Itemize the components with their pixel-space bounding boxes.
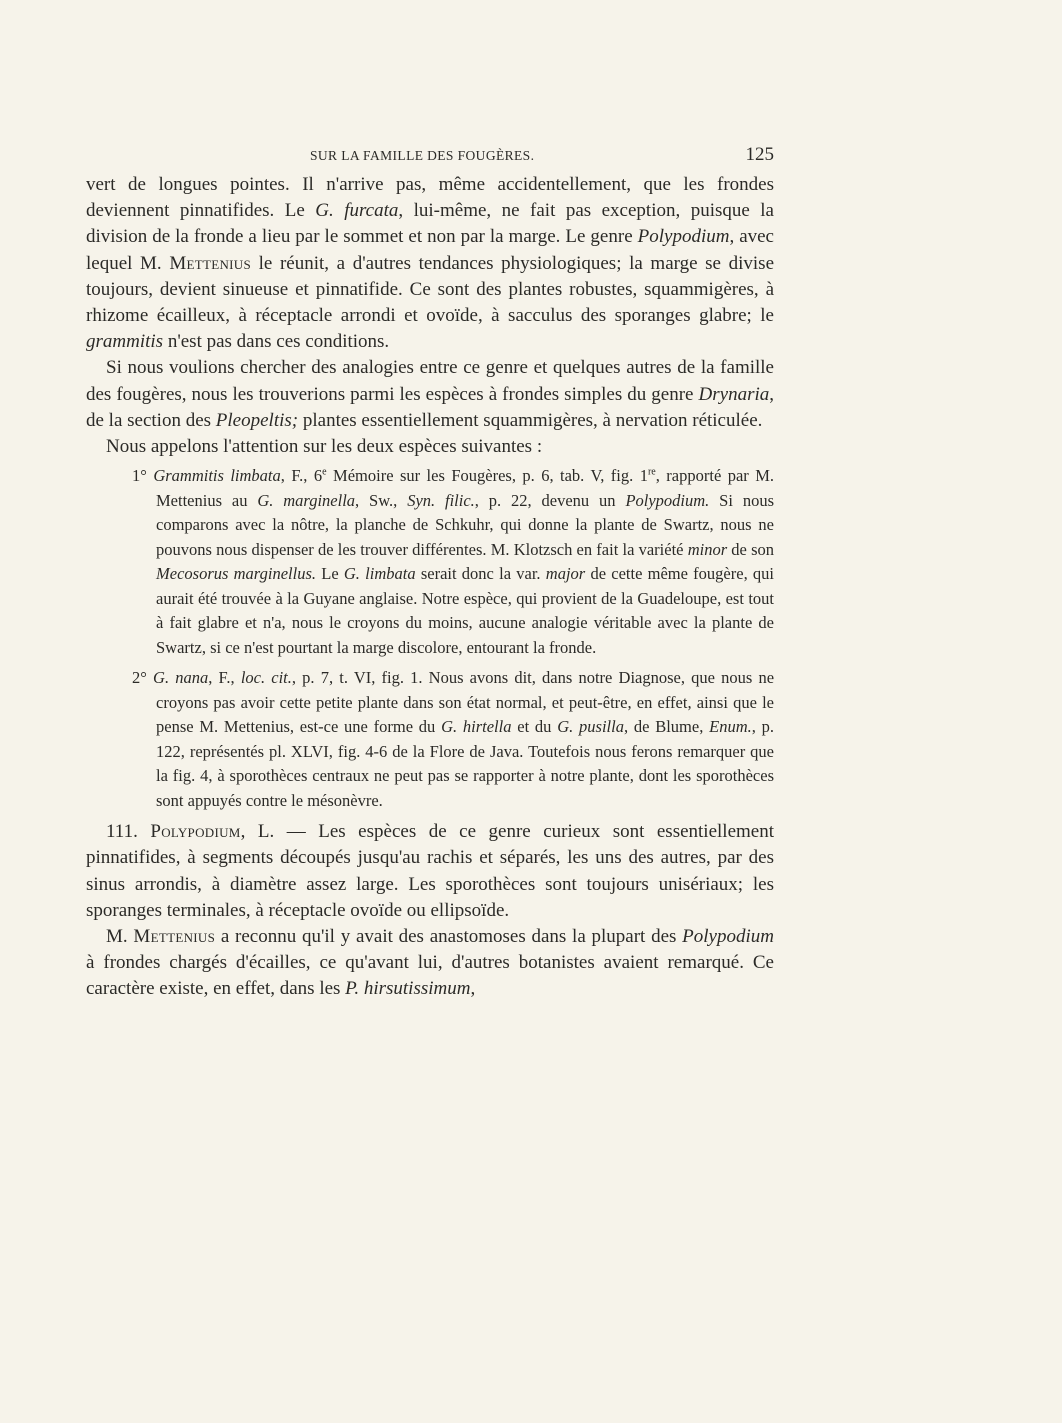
text-run: , F., 6 [280, 466, 323, 486]
genus-heading: Polypodium [150, 821, 241, 843]
taxon-name: grammitis [86, 331, 164, 353]
text-run: le réunit, a d'autres tendances physiologiques; la marge se divise toujours, devient sinueuse et pinnatifide. Ce sont des plantes robustes, squammigères, à rhizome écailleux, à réceptacle arrondi et ovoïde, à sacculus des sporanges glabre; le [86, 252, 774, 327]
taxon-name: Polypodium [637, 226, 730, 248]
superscript: re [647, 466, 656, 478]
entry-number: 2° [132, 668, 147, 688]
text-run: M. [106, 926, 134, 948]
taxon-name: G. nana [153, 668, 209, 688]
taxon-name: Polypodium. [625, 490, 710, 510]
body-text [86, 172, 774, 1003]
superscript: e [322, 466, 327, 478]
text-run: , p. 7, t. VI, fig. 1. Nous avons dit, dans notre Diagnose, que nous ne croyons pas avoir cette petite plante dans son état normal, et peut-être, en effet, ainsi que le pense M. Mettenius, est-ce une forme du [156, 668, 775, 737]
taxon-name: minor [687, 539, 728, 559]
text-run: , p. 122, représentés pl. XLVI, fig. 4-6 de la Flore de Java. Toutefois nous ferons remarquer que la fig. 4, à sporothèces centraux ne peut pas se rapporter à notre plante, dont les sporothèces sont appuyés contre le mésonèvre. [156, 717, 775, 810]
species-entry-1 [132, 464, 775, 660]
text-run: , de Blume, [623, 717, 710, 737]
text-run: , lui-même, ne fait pas exception, puisque la division de la fronde a lieu par le sommet et non par la marge. Le genre [86, 200, 774, 248]
section-polypodium [86, 819, 774, 924]
taxon-name: major [545, 564, 586, 584]
entry-number: 1° [132, 466, 147, 486]
taxon-name: Polypodium [682, 926, 774, 948]
text-run: Si nous comparons avec la nôtre, la planche de Schkuhr, qui donne la plante de Swartz, nous ne pouvons nous dispenser de les trouver différentes. M. Klotzsch en fait la variété [156, 490, 774, 559]
text-run: a reconnu qu'il y avait des anastomoses dans la plupart des [215, 926, 683, 948]
text-run: et du [511, 717, 558, 737]
text-run: , avec lequel M. [86, 226, 774, 274]
text-run: serait donc la var. [415, 564, 546, 584]
taxon-name: G. marginella [257, 490, 356, 510]
text-run: , [470, 978, 476, 1000]
paragraph-4 [86, 924, 774, 1003]
text-run: , F., [208, 668, 241, 688]
text-run: , rapporté par M. Mettenius au [156, 466, 775, 510]
text-run: Mémoire sur les Fougères, p. 6, tab. V, fig. 1 [326, 466, 648, 486]
taxon-name: Pleopeltis; [215, 409, 299, 431]
citation-title: Enum. [709, 717, 752, 737]
taxon-name: G. hirtella [441, 717, 512, 737]
text-run: de son [727, 539, 774, 559]
author-name: Mettenius [133, 926, 216, 948]
species-entry-2 [132, 666, 775, 813]
running-title: SUR LA FAMILLE DES FOUGÈRES. [310, 148, 535, 163]
text-run: Si nous voulions chercher des analogies entre ce genre et quelques autres de la famille des fougères, nous les trouverions parmi les espèces à frondes simples du genre [86, 357, 774, 405]
taxon-name: Drynaria [698, 383, 770, 405]
text-run: , p. 22, devenu un [474, 490, 626, 510]
author-name: Mettenius [169, 252, 252, 274]
taxon-name: P. hirsutissimum [345, 978, 471, 1000]
text-run: , de la section des [86, 383, 774, 431]
text-run: plantes essentiellement squammigères, à nervation réticulée. [298, 409, 763, 431]
text-run: Le [316, 564, 344, 584]
text-run: , L. — Les espèces de ce genre curieux sont essentiellement pinnatifides, à segments découpés jusqu'au rachis et séparés, les uns des autres, par des sinus arrondis, à diamètre assez large. Les sporothèces sont toujours unisériaux; les sporanges terminales, à réceptacle ovoïde ou ellipsoïde. [86, 821, 775, 921]
taxon-name: Grammitis limbata [153, 466, 281, 486]
text-run: à frondes chargés d'écailles, ce qu'avant lui, d'autres botanistes avaient remarqué. Ce caractère existe, en effet, dans les [86, 952, 774, 1000]
paragraph-1 [86, 172, 774, 355]
text-run: vert de longues pointes. Il n'arrive pas, même accidentellement, que les frondes deviennent pinnatifides. Le [86, 174, 774, 222]
taxon-name: Mecosorus marginellus. [156, 564, 316, 584]
taxon-name: G. limbata [343, 564, 416, 584]
text-run: , Sw., [355, 490, 408, 510]
page-number: 125 [745, 144, 774, 165]
paragraph-2 [86, 355, 774, 434]
taxon-name: G. furcata [315, 200, 399, 222]
text-run: de cette même fougère, qui aurait été trouvée à la Guyane anglaise. Notre espèce, qui provient de la Guadeloupe, est tout à fait glabre et n'a, nous le croyons du moins, aucune analogie véritable avec la plante de Swartz, si ce n'est pourtant la marge discolore, entourant la fronde. [156, 564, 775, 657]
text-run: n'est pas dans ces conditions. [163, 331, 390, 353]
paragraph-3: Nous appelons l'attention sur les deux espèces suivantes : [106, 436, 543, 458]
citation-title: Syn. filic. [407, 490, 475, 510]
section-number: 111. [106, 821, 138, 843]
taxon-name: G. pusilla [557, 717, 624, 737]
citation-title: loc. cit. [240, 668, 292, 688]
